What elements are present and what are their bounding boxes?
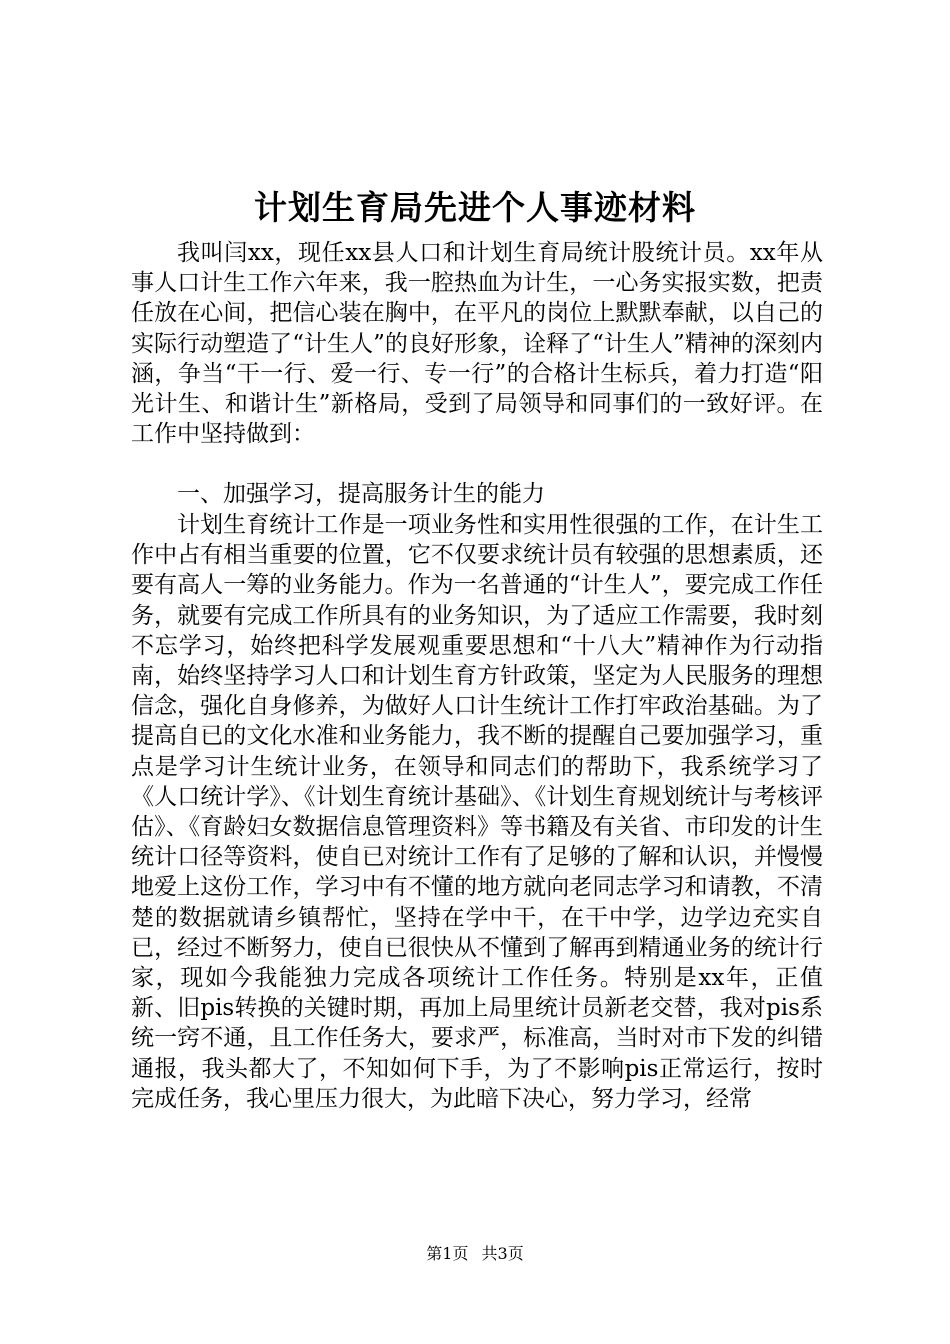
intro-paragraph: 我叫闫xx，现任xx县人口和计划生育局统计股统计员。xx年从事人口计生工作六年来，我一腔热血为计生，一心务实报实数，把责任放在心间，把信心装在胸中，在平凡的岗位上默默奉献，以自己的实际行动塑造了“计生人”的良好形象，诠释了“计生人”精神的深刻内涵，争当“干一行、爱一行、专一行”的合格计生标兵，着力打造“阳光计生、和谐计生”新格局，受到了局领导和同事们的一致好评。在工作中坚持做到： — [131, 240, 823, 448]
total-pages: 共3页 — [481, 1244, 524, 1263]
page-number: 第1页 — [426, 1244, 469, 1263]
section-1-paragraph: 计划生育统计工作是一项业务性和实用性很强的工作，在计生工作中占有相当重要的位置，它不仅要求统计员有较强的思想素质，还要有高人一筹的业务能力。作为一名普通的“计生人”，要完成工作任务，就要有完成工作所具有的业务知识，为了适应工作需要，我时刻不忘学习，始终把科学发展观重要思想和“十八大”精神作为行动指南，始终坚持学习人口和计划生育方针政策，坚定为人民服务的理想信念，强化自身修养，为做好人口计生统计工作打牢政治基础。为了提高自已的文化水准和业务能力，我不断的提醒自己要加强学习，重点是学习计生统计业务，在领导和同志们的帮助下，我系统学习了《人口统计学》、《计划生育统计基础》、《计划生育规划统计与考核评估》、《育龄妇女数据信息管理资料》等书籍及有关省、市印发的计生统计口径等资料，使自已对统计工作有了足够的了解和认识，并慢慢地爱上这份工作，学习中有不懂的地方就向老同志学习和请教，不清楚的数据就请乡镇帮忙，坚持在学中干，在干中学，边学边充实自已，经过不断努力，使自已很快从不懂到了解再到精通业务的统计行家，现如今我能独力完成各项统计工作任务。特别是xx年，正值新、旧pis转换的关键时期，再加上局里统计员新老交替，我对pis系统一窍不通，且工作任务大，要求严，标准高，当时对市下发的纠错通报，我头都大了，不知如何下手，为了不影响pis正常运行，按时完成任务，我心里压力很大，为此暗下决心，努力学习，经常 — [131, 512, 823, 1112]
document-title: 计划生育局先进个人事迹材料 — [254, 188, 696, 227]
section-heading-1: 一、加强学习，提高服务计生的能力 — [177, 481, 545, 507]
page-footer — [0, 1244, 950, 1264]
